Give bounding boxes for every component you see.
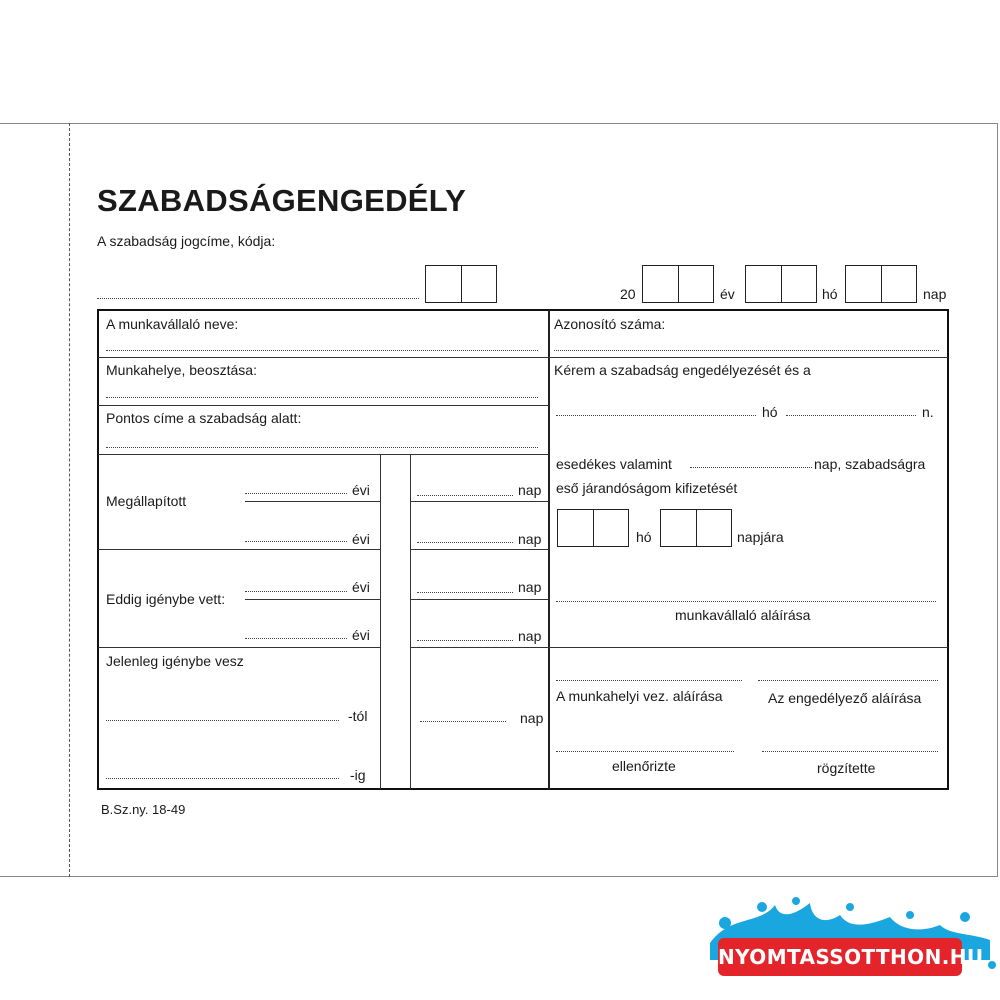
workplace-field[interactable] [106,397,538,398]
day-boxes[interactable] [845,265,917,303]
row-divider [549,647,948,648]
employee-name-field[interactable] [106,350,538,351]
established-label: Megállapított [106,493,187,509]
manager-signature-label: A munkahelyi vez. aláírása [556,688,723,704]
to-suffix: -ig [350,767,366,783]
approver-signature-label: Az engedélyező aláírása [768,690,922,706]
row-divider [98,647,380,648]
due-line2: eső járandóságom kifizetését [556,480,738,496]
address-field[interactable] [106,447,538,448]
established-day-field-1[interactable] [417,495,513,496]
due-days-field[interactable] [690,467,812,468]
pay-month-boxes[interactable] [557,509,629,547]
from-suffix: -tól [348,708,368,724]
established-day-field-2[interactable] [417,542,513,543]
cell-divider [411,501,549,502]
due-prefix: esedékes valamint [556,456,672,472]
approver-signature-line[interactable] [758,680,938,681]
day-unit: nap [518,531,542,547]
row-divider [411,549,549,550]
from-date-field[interactable] [106,720,339,721]
day-unit: nap [520,710,544,726]
day-unit: nap [518,579,542,595]
year-boxes[interactable] [642,265,714,303]
recorded-label: rögzítette [817,760,876,776]
current-label: Jelenleg igénybe vesz [106,653,244,669]
year-prefix: 20 [620,286,636,302]
workplace-label: Munkahelye, beosztása: [106,362,257,378]
row-divider [98,357,549,358]
cell-divider [245,599,380,600]
request-month-field[interactable] [556,415,756,416]
day-unit: nap [518,482,542,498]
checked-line[interactable] [556,751,734,752]
due-suffix: nap, szabadságra [814,456,926,472]
month-boxes[interactable] [745,265,817,303]
day-unit: nap [518,628,542,644]
grid-divider [410,455,411,789]
form-code: B.Sz.ny. 18-49 [101,802,186,817]
request-text: Kérem a szabadság engedélyezését és a [554,362,811,378]
pay-month-label: hó [636,529,652,545]
form-title: SZABADSÁGENGEDÉLY [97,183,467,218]
taken-year-field-2[interactable] [245,638,347,639]
row-divider [98,454,549,455]
recorded-line[interactable] [762,751,938,752]
year-unit: évi [352,627,370,643]
grid-divider [380,455,381,789]
checked-label: ellenőrizte [612,758,676,774]
leave-type-label: A szabadság jogcíme, kódja: [97,233,276,249]
perforation-line [69,123,70,877]
pay-day-label: napjára [737,529,784,545]
row-divider [411,647,549,648]
year-unit: évi [352,531,370,547]
cell-divider [245,501,380,502]
employee-signature-label: munkavállaló aláírása [675,607,811,623]
leave-type-field[interactable] [97,298,419,299]
taken-day-field-2[interactable] [417,640,513,641]
request-day-field[interactable] [786,415,916,416]
taken-label: Eddig igénybe vett: [106,591,226,607]
brand-logo: NYOMTASSOTTHON.HU [718,938,962,976]
current-days-field[interactable] [420,721,506,722]
year-unit: évi [352,579,370,595]
month-label: hó [822,286,838,302]
pay-day-boxes[interactable] [660,509,732,547]
id-field[interactable] [554,350,939,351]
employee-signature-line[interactable] [556,601,936,602]
request-month-label: hó [762,404,778,420]
established-year-field-1[interactable] [245,493,347,494]
row-divider [549,357,948,358]
row-divider [98,405,549,406]
manager-signature-line[interactable] [556,680,742,681]
address-label: Pontos címe a szabadság alatt: [106,410,302,426]
day-label: nap [923,286,947,302]
year-unit: évi [352,482,370,498]
to-date-field[interactable] [106,778,339,779]
year-label: év [720,286,735,302]
cell-divider [411,599,549,600]
established-year-field-2[interactable] [245,541,347,542]
request-day-label: n. [922,404,934,420]
taken-year-field-1[interactable] [245,591,347,592]
id-label: Azonosító száma: [554,316,666,332]
employee-name-label: A munkavállaló neve: [106,316,239,332]
leave-code-boxes[interactable] [425,265,497,303]
taken-day-field-1[interactable] [417,592,513,593]
row-divider [98,549,380,550]
